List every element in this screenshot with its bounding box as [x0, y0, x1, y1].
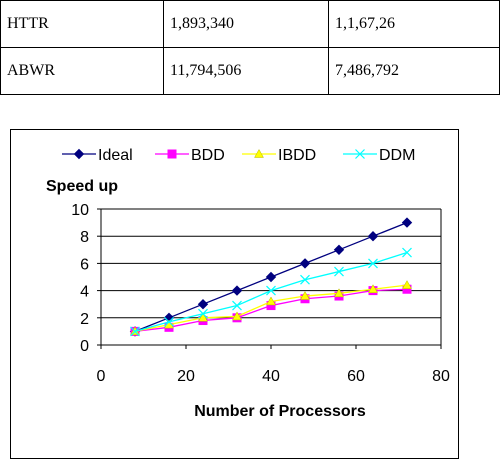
legend-label: BDD	[191, 147, 225, 164]
table-cell: 1,893,340	[164, 1, 329, 48]
table-cell: 7,486,792	[329, 48, 500, 95]
legend-item-3	[343, 147, 415, 164]
y-tick-label: 0	[80, 338, 89, 355]
x-tick-label: 0	[96, 368, 106, 385]
legend-item-2	[242, 147, 316, 164]
data-point	[335, 245, 344, 254]
data-point	[369, 232, 378, 241]
y-tick-label: 4	[80, 283, 89, 301]
data-point	[403, 248, 412, 257]
legend-label: Ideal	[98, 147, 133, 164]
table-cell: HTTR	[1, 1, 164, 48]
table-cell: ABWR	[1, 48, 164, 95]
data-point	[233, 301, 242, 310]
data-point	[233, 286, 242, 295]
y-tick-label: 8	[80, 229, 89, 247]
legend-label: DDM	[379, 147, 416, 164]
axes	[71, 202, 450, 385]
data-point	[403, 281, 412, 289]
data-point	[301, 275, 310, 284]
legend-item-0	[62, 147, 133, 164]
series-line	[135, 289, 407, 331]
x-axis-title: Number of Processors	[194, 403, 366, 420]
x-tick-label: 60	[347, 368, 365, 385]
x-tick-label: 40	[262, 368, 280, 385]
x-tick-label: 20	[177, 368, 195, 385]
data-point	[75, 150, 84, 159]
y-tick-label: 10	[71, 202, 89, 219]
x-tick-label: 80	[432, 368, 450, 385]
table-cell: 11,794,506	[164, 48, 329, 95]
y-tick-label: 2	[80, 310, 89, 328]
y-tick-label: 6	[80, 256, 89, 274]
y-axis-title: Speed up	[46, 178, 119, 195]
data-point	[168, 150, 176, 158]
data-point	[199, 300, 208, 309]
legend-item-1	[155, 147, 225, 164]
legend-label: IBDD	[278, 147, 317, 164]
data-point	[301, 259, 310, 268]
table-cell: 1,1,67,26	[329, 1, 500, 48]
legend	[62, 147, 415, 164]
data-point	[335, 267, 344, 276]
data-point	[267, 273, 276, 282]
data-point	[403, 218, 412, 227]
